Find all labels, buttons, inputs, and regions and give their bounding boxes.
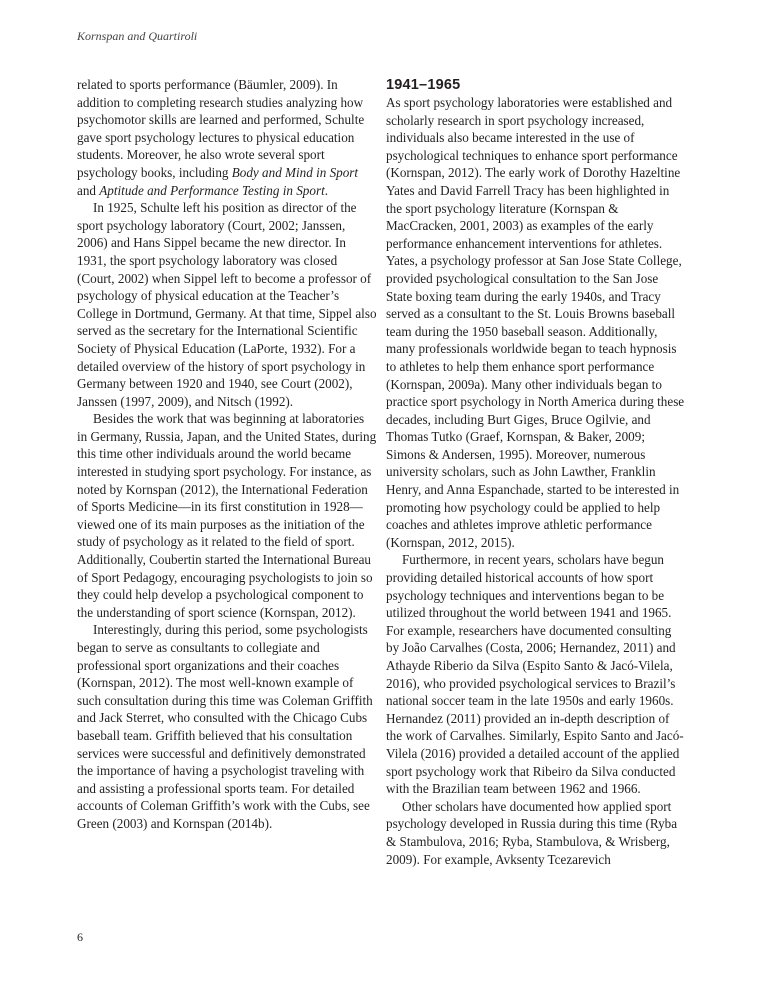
running-head: Kornspan and Quartiroli [77, 29, 198, 43]
left-paragraph-1-text: related to sports performance (Bäumler, 2009). In addition to completing research studies analyzing how psychomotor skills are learned and performed, Schulte gave sport psychology lectures to physical education students. Moreover, he also wrote several sport psychology books, including [77, 77, 365, 180]
book-title-aptitude: Aptitude and Performance Testing in Sport [99, 182, 325, 198]
left-paragraph-1-and: and [77, 182, 100, 198]
left-column [77, 76, 377, 833]
left-paragraph-2: In 1925, Schulte left his position as director of the sport psychology laboratory (Court, 2002; Janssen, 2006) and Hans Sippel became the new director. In 1931, the sport psychology laboratory was closed (Court, 2002) when Sippel left to become a professor of psychology of physical education at the Teacher’s College in Dortmund, Germany. At that time, Sippel also served as the secretary for the International Scientific Society of Physical Education (LaPorte, 1932). For a detailed overview of the history of sport psychology in Germany between 1920 and 1940, see Court (2002), Janssen (1997, 2009), and Nitsch (1992). [77, 200, 377, 409]
page-number: 6 [77, 930, 83, 944]
right-paragraph-2: Furthermore, in recent years, scholars have begun providing detailed historical accounts of how sport psychology techniques and interventions began to be utilized throughout the world between 1941 and 1965. For example, researchers have documented consulting by João Carvalhes (Costa, 2006; Hernandez, 2011) and Athayde Riberio da Silva (Espito Santo & Jacó-Vilela, 2016), who provided psychological services to Brazil’s national soccer team in the late 1950s and early 1960s. Hernandez (2011) provided an in-depth description of the work of Carvalhes. Similarly, Espito Santo and Jacó-Vilela (2016) provided a detailed account of the applied sport psychology work that Ribeiro da Silva conducted with the Brazilian team between 1962 and 1966. [386, 552, 684, 797]
right-paragraph-3: Other scholars have documented how applied sport psychology developed in Russia during this time (Ryba & Stambulova, 2016; Ryba, Stambulova, & Wrisberg, 2009). For example, Avksenty Tcezarevich [386, 798, 678, 867]
right-paragraph-1: As sport psychology laboratories were established and scholarly research in sport psychology increased, individuals also became interested in the use of psychological techniques to enhance sport performance (Kornspan, 2012). The early work of Dorothy Hazeltine Yates and David Farrell Tracy has been highlighted in the sport psychology literature (Kornspan & MacCracken, 2001, 2003) as examples of the early performance enhancement interventions for athletes. Yates, a psychology professor at San Jose State College, provided psychological consultation to the San Jose State boxing team during the early 1940s, and Tracy served as a consultant to the St. Louis Browns baseball team during the 1950 baseball season. Additionally, many professionals worldwide began to teach hypnosis to athletes to help them enhance sport performance (Kornspan, 2009a). Many other individuals began to practice sport psychology in North America during these decades, including Burt Giges, Bruce Ogilvie, and Thomas Tutko (Graef, Kornspan, & Baker, 2009; Simons & Andersen, 1995). Moreover, numerous university scholars, such as John Lawther, Franklin Henry, and Anna Espanchade, started to be interested in promoting how psychology could be applied to help coaches and athletes improve athletic performance (Kornspan, 2012, 2015). [386, 95, 685, 550]
right-column [386, 76, 686, 868]
left-paragraph-1-end: . [324, 182, 329, 198]
section-heading: 1941–1965 [386, 77, 461, 93]
left-paragraph-1 [77, 76, 377, 199]
book-title-body-and-mind: Body and Mind in Sport [231, 164, 359, 180]
left-paragraph-3: Besides the work that was beginning at laboratories in Germany, Russia, Japan, and the United States, during this time other individuals around the world became interested in studying sport psychology. For instance, as noted by Kornspan (2012), the International Federation of Sports Medicine—in its first constitution in 1928—viewed one of its main purposes as the initiation of the study of psychology as it related to the field of sport. Additionally, Coubertin started the International Bureau of Sport Pedagogy, encouraging psychologists to join so they could help develop a psychological component to the understanding of sport science (Kornspan, 2012). [77, 411, 377, 620]
left-paragraph-4: Interestingly, during this period, some psychologists began to serve as consultants to collegiate and professional sport organizations and their coaches (Kornspan, 2012). The most well-known example of such consultation during this time was Coleman Griffith and Jack Sterret, who consulted with the Chicago Cubs baseball team. Griffith believed that his consultation services were successful and definitively demonstrated the importance of having a psychologist traveling with and assisting a professional sports team. For detailed accounts of Coleman Griffith’s work with the Cubs, see Green (2003) and Kornspan (2014b). [77, 622, 373, 831]
